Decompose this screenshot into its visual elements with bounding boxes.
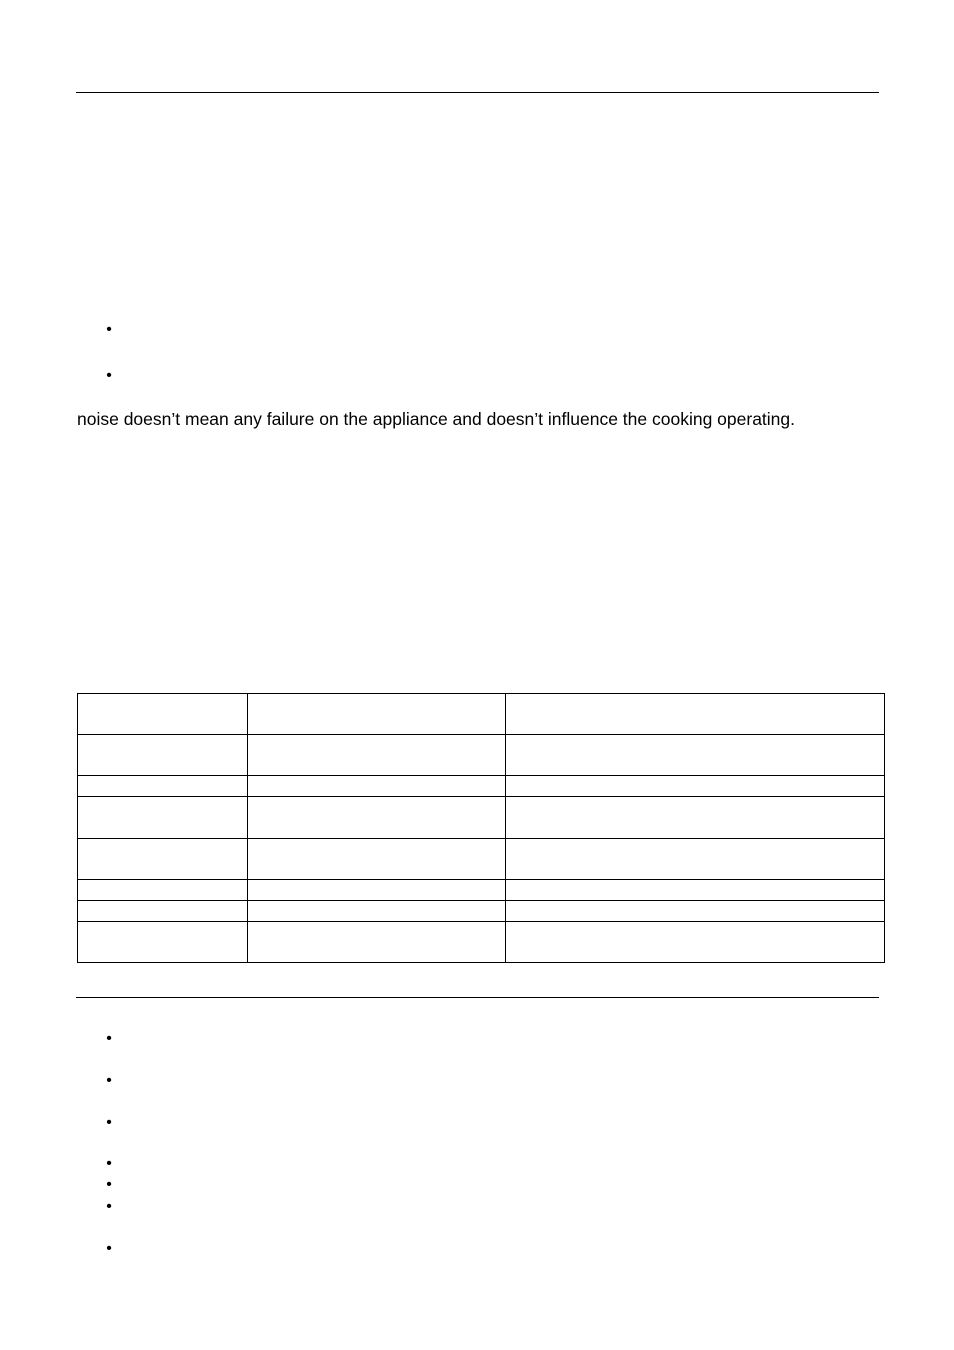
table-cell <box>78 776 248 797</box>
bullet-8: • <box>106 1198 112 1215</box>
table-cell <box>506 922 885 963</box>
table-cell <box>78 797 248 839</box>
table-cell <box>506 839 885 880</box>
paragraph-text: noise doesn’t mean any failure on the appliance and doesn’t influence the cooking operating. <box>77 409 796 429</box>
table-row <box>78 901 885 922</box>
table-cell <box>506 880 885 901</box>
table-row <box>78 776 885 797</box>
table-row <box>78 839 885 880</box>
table-row <box>78 880 885 901</box>
table-cell <box>248 776 506 797</box>
table-cell <box>78 901 248 922</box>
table-cell <box>248 735 506 776</box>
section-rule <box>76 997 879 998</box>
table-cell <box>248 880 506 901</box>
table-cell <box>248 922 506 963</box>
table-cell <box>78 694 248 735</box>
table-row <box>78 797 885 839</box>
table-cell <box>248 694 506 735</box>
bullet-6: • <box>106 1155 112 1172</box>
table-cell <box>248 797 506 839</box>
bullet-2: • <box>106 367 112 384</box>
header-rule <box>76 92 879 93</box>
table-row <box>78 735 885 776</box>
table-cell <box>506 735 885 776</box>
bullet-7: • <box>106 1176 112 1193</box>
bullet-1: • <box>106 321 112 338</box>
table-cell <box>248 901 506 922</box>
table-cell <box>248 839 506 880</box>
table-cell <box>506 776 885 797</box>
specification-table <box>77 693 885 963</box>
table-cell <box>506 797 885 839</box>
table-row <box>78 922 885 963</box>
table-cell <box>78 839 248 880</box>
table-cell <box>78 922 248 963</box>
table-cell <box>506 901 885 922</box>
table-cell <box>78 880 248 901</box>
bullet-5: • <box>106 1114 112 1131</box>
bullet-9: • <box>106 1240 112 1257</box>
table-cell <box>78 735 248 776</box>
bullet-4: • <box>106 1072 112 1089</box>
bullet-3: • <box>106 1030 112 1047</box>
table-cell <box>506 694 885 735</box>
table-row <box>78 694 885 735</box>
